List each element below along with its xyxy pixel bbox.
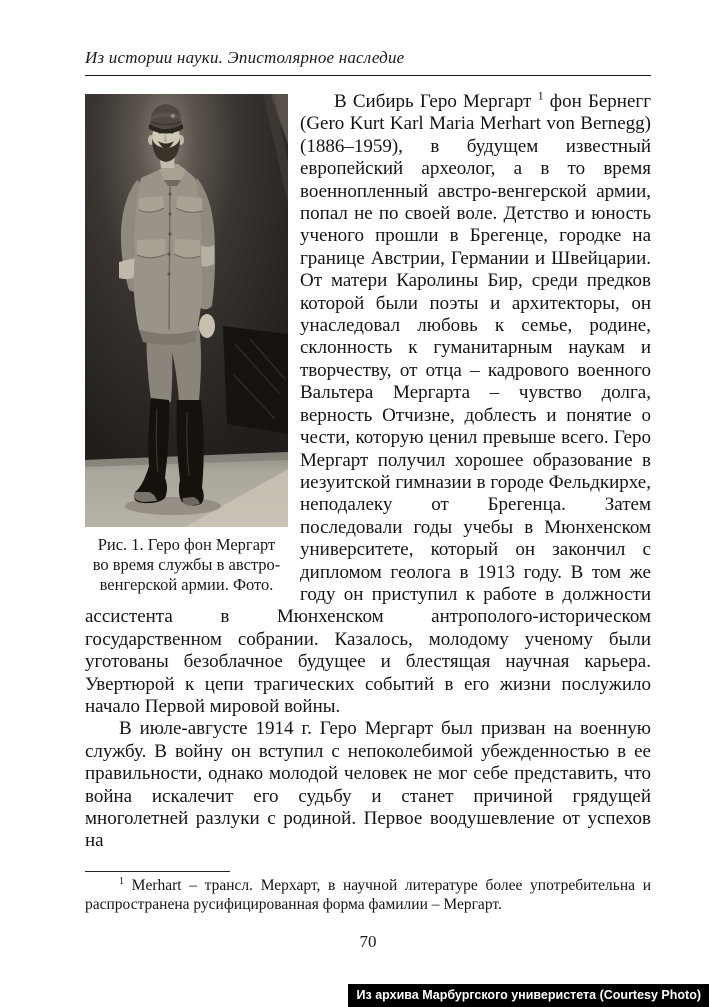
page-number: 70 — [359, 931, 377, 951]
paragraph-1-text: В Сибирь Геро Мергарт — [334, 91, 538, 112]
paragraph-2: В июле-августе 1914 г. Геро Мергарт был призван на военную службу. В войну он вступил с непоколебимой убежденностью в ее правильности, однако молодой человек не мог себе представить, что война искалечит его судьбу и станет причиной грядущей многолетней разлуки с родиной. Первое воодушевление от успехов на — [85, 718, 651, 852]
photo-credit-badge: Из архива Марбургского универистета (Courtesy Photo) — [348, 984, 709, 1007]
footnote-reference: 1 — [537, 88, 544, 103]
footnote — [85, 876, 651, 915]
photo-caption-line: венгерской армии. Фото. — [99, 575, 274, 594]
header-rule — [85, 75, 651, 76]
paragraph-1-text-continued: фон Бернегг (Gero Kurt Karl Maria Merhart von Bernegg) (1886–1959), в будущем известный европейский археолог, а в то время военнопленный австро-венгерской армии, попал не по своей воле. Детство и юность ученого прошли в Брегенце, городке на границе Австрии, Германии и Швейцарии. От матери Каролины Бир, среди предков которой были поэты и архитекторы, он унаследовал любовь к семье, родине, склонность к гуманитарным наукам и творчеству, от отца – кадрового военного Вальтера Мергарта – чувство долга, верность Отчизне, доблесть и понятие о чести, которую ценил превыше всего. Геро Мергарт получил хорошее образование в иезуитской гимназии в городе Фельдкирхе, неподалеку от Брегенца. Затем последовали годы учебы в Мюнхенском университете, который он закончил с дипломом геолога в 1913 году. В том же году он приступил к работе в должности ассистента в Мюнхенском антрополого-историческом государственном собрании. Казалось, молодому ученому были уготованы безоблачное будущее и блестящая научная карьера. Увертюрой к цепи трагических событий в его жизни послужило начало Первой мировой войны. — [85, 91, 651, 717]
portrait-photo-icon — [85, 94, 288, 527]
running-head: Из истории науки. Эпистолярное наследие — [85, 48, 405, 67]
article-body — [85, 88, 651, 853]
photo-caption — [85, 535, 288, 595]
photo-caption-line: Рис. 1. Геро фон Мергарт — [97, 535, 276, 554]
footnote-rule — [85, 871, 230, 872]
footnote-block — [85, 871, 651, 915]
footnote-text: Merhart – трансл. Мерхарт, в научной литературе более употребительна и распространена русифицированная форма фамилии – Мергарт. — [85, 876, 651, 914]
figure-portrait — [85, 94, 288, 595]
page-content — [85, 47, 651, 952]
photo-caption-line: во время службы в австро- — [92, 555, 281, 574]
footnote-marker: 1 — [119, 875, 124, 887]
